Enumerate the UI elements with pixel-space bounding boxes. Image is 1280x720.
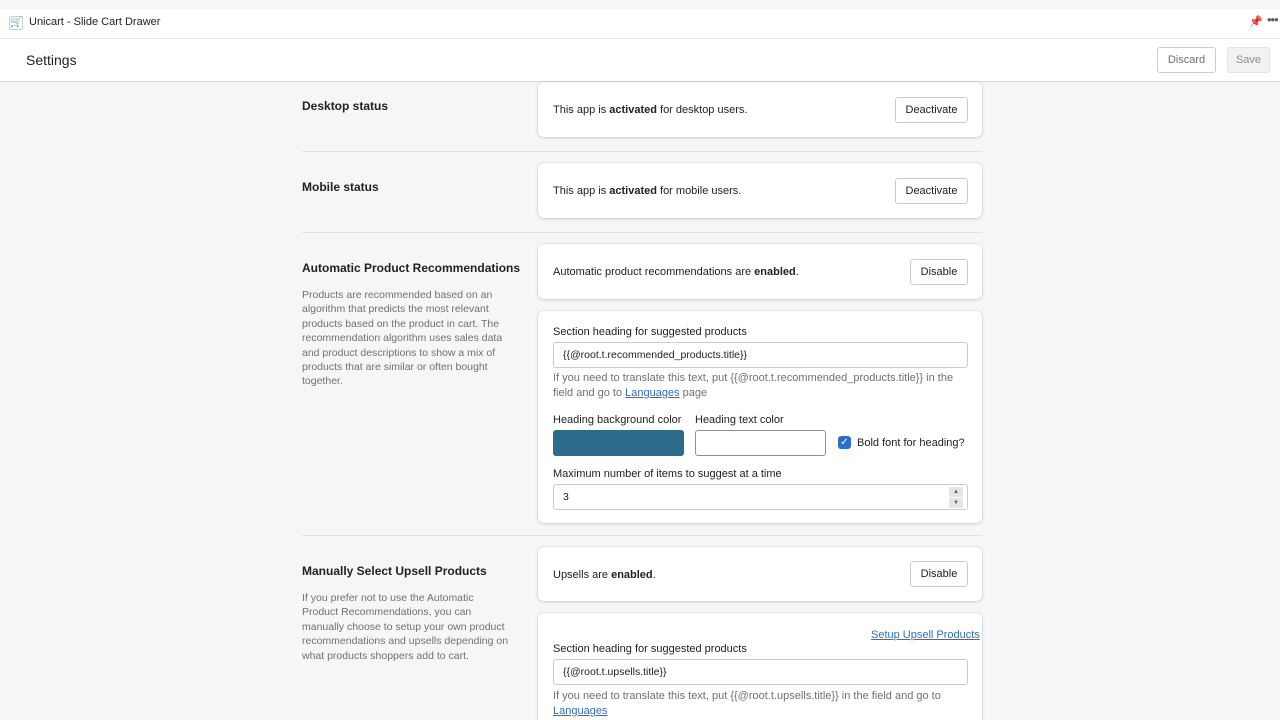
mobile-status-card [538, 163, 982, 218]
mobile-deactivate-button[interactable]: Deactivate [895, 178, 968, 204]
heading-text-color-label: Heading text color [695, 414, 784, 426]
settings-content [0, 82, 1280, 720]
divider [302, 535, 982, 536]
setup-upsell-products-link[interactable]: Setup Upsell Products [871, 629, 980, 641]
recommendations-heading-input[interactable] [553, 342, 968, 368]
max-items-label: Maximum number of items to suggest at a time [553, 468, 782, 480]
more-options-icon[interactable]: ••• [1267, 12, 1278, 27]
upsell-status-card [538, 547, 982, 601]
heading-bg-color-swatch[interactable] [553, 430, 684, 456]
recommendations-heading-help: If you need to translate this text, put {{@root.t.recommended_products.title}} in the field and go to Languages page [553, 372, 954, 399]
recommendations-heading-label: Section heading for suggested products [553, 326, 747, 338]
divider [302, 232, 982, 233]
desktop-status-card [538, 82, 982, 137]
stepper-down-icon[interactable]: ▼ [949, 498, 963, 508]
recommendations-title: Automatic Product Recommendations [302, 261, 521, 275]
upsell-status-message: Upsells are enabled. [553, 569, 656, 581]
max-items-stepper[interactable] [949, 487, 963, 509]
page-title: Settings [26, 52, 77, 68]
recommendations-status-card [538, 244, 982, 299]
upsell-heading-help: If you need to translate this text, put {{@root.t.upsells.title}} in the field and go to Languages [553, 690, 941, 717]
languages-link[interactable]: Languages [553, 705, 608, 717]
mobile-status-title: Mobile status [302, 180, 379, 194]
desktop-status-message: This app is activated for desktop users. [553, 104, 748, 116]
bold-heading-label: Bold font for heading? [857, 437, 965, 449]
app-bar [0, 0, 1280, 39]
max-items-input[interactable] [553, 484, 968, 510]
recommendations-settings-card [538, 311, 982, 523]
heading-bg-color-label: Heading background color [553, 414, 682, 426]
stepper-up-icon[interactable]: ▲ [949, 487, 963, 497]
heading-text-color-swatch[interactable] [695, 430, 826, 456]
divider [302, 151, 982, 152]
pin-icon[interactable]: 📌 [1249, 16, 1263, 28]
upsell-heading-label: Section heading for suggested products [553, 643, 747, 655]
recommendations-status-message: Automatic product recommendations are enabled. [553, 266, 799, 278]
upsell-title: Manually Select Upsell Products [302, 564, 487, 578]
recommendations-disable-button[interactable]: Disable [910, 259, 968, 285]
upsell-description: If you prefer not to use the Automatic Product Recommendations, you can manually choose to setup your own product recommendations and upsells depending on what products shoppers add to cart. [302, 592, 509, 662]
bold-heading-checkbox[interactable]: ✓ [838, 436, 851, 449]
app-title: Unicart - Slide Cart Drawer [29, 16, 161, 28]
discard-button[interactable]: Discard [1157, 47, 1216, 73]
recommendations-description: Products are recommended based on an algorithm that predicts the most relevant products based on the product in cart. The recommendation algorithm uses sales data and product descriptions to show a mix of products that are similar or often bought together. [302, 289, 503, 388]
upsell-settings-card [538, 613, 982, 720]
cart-logo-icon: 🛒 [10, 17, 23, 28]
upsell-disable-button[interactable]: Disable [910, 561, 968, 587]
mobile-status-message: This app is activated for mobile users. [553, 185, 742, 197]
languages-link[interactable]: Languages [625, 387, 680, 399]
upsell-heading-input[interactable] [553, 659, 968, 685]
save-button[interactable]: Save [1227, 47, 1270, 73]
desktop-status-title: Desktop status [302, 99, 389, 113]
settings-header [0, 39, 1280, 82]
desktop-deactivate-button[interactable]: Deactivate [895, 97, 968, 123]
